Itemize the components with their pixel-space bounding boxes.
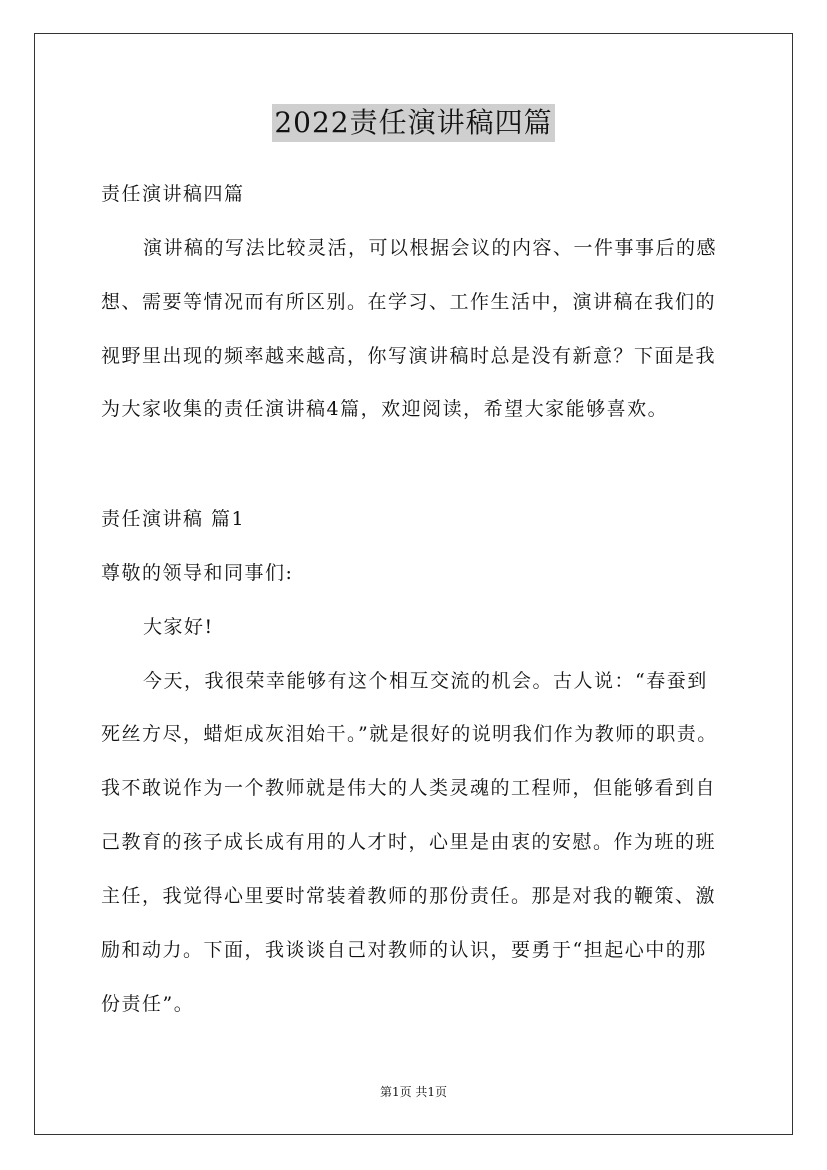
document-subtitle: 责任演讲稿四篇	[101, 183, 245, 205]
intro-line: 演讲稿的写法比较灵活，可以根据会议的内容、一件事事后的感	[143, 237, 718, 259]
intro-line: 想、需要等情况而有所区别。在学习、工作生活中，演讲稿在我们的	[101, 291, 717, 313]
page-number-footer: 第1页 共1页	[379, 1085, 448, 1099]
intro-line: 视野里出现的频率越来越高，你写演讲稿时总是没有新意？下面是我	[101, 345, 717, 367]
body-line: 份责任”。	[101, 993, 195, 1015]
salutation: 尊敬的领导和同事们:	[101, 562, 294, 584]
body-line: 主任，我觉得心里要时常装着教师的那份责任。那是对我的鞭策、激	[101, 885, 717, 907]
greeting: 大家好!	[143, 616, 214, 638]
intro-line: 为大家收集的责任演讲稿4篇，欢迎阅读，希望大家能够喜欢。	[101, 398, 669, 420]
document-title: 2022责任演讲稿四篇	[272, 104, 554, 142]
title-container	[0, 104, 827, 142]
body-line: 我不敢说作为一个教师就是伟大的人类灵魂的工程师，但能够看到自	[101, 777, 717, 799]
section-heading: 责任演讲稿 篇1	[101, 508, 246, 530]
body-line: 今天，我很荣幸能够有这个相互交流的机会。古人说：“春蚕到	[143, 670, 708, 692]
body-line: 死丝方尽，蜡炬成灰泪始干。”就是很好的说明我们作为教师的职责。	[101, 723, 718, 745]
body-line: 己教育的孩子成长成有用的人才时，心里是由衷的安慰。作为班的班	[101, 831, 717, 853]
body-line: 励和动力。下面，我谈谈自己对教师的认识，要勇于“担起心中的那	[101, 939, 707, 961]
